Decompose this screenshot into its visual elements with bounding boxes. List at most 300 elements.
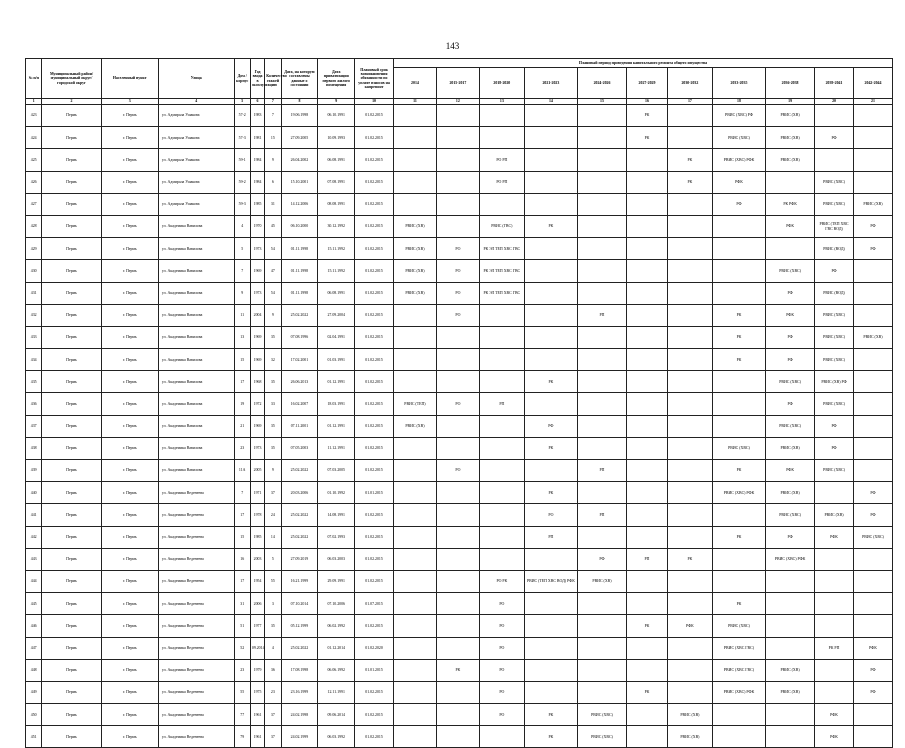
- duty-date-cell: 01.02.2015: [355, 504, 394, 526]
- period-cell: РВИС (ХВС) РФК: [712, 482, 765, 504]
- period-cell: [853, 371, 892, 393]
- period-cell: [524, 127, 577, 149]
- district-cell: Пермь: [42, 704, 101, 726]
- table-row: [26, 659, 893, 681]
- duty-date-cell: 01.02.2015: [355, 393, 394, 415]
- date-state-cell: 26.04.2002: [281, 149, 318, 171]
- period-cell: РВИС (ХВС) РФ: [712, 105, 765, 127]
- table-row: [26, 193, 893, 215]
- planned-period-group-header: Плановый период проведения капитального ремонта общего имущества: [393, 59, 892, 68]
- date-privatization-cell: 06.06.1992: [318, 659, 355, 681]
- district-cell: Пермь: [42, 304, 101, 326]
- period-cell: [436, 215, 479, 237]
- period-cell: [667, 482, 712, 504]
- period-cell: [577, 437, 626, 459]
- period-cell: [627, 282, 668, 304]
- year-built-cell: 1977: [250, 615, 264, 637]
- period-cell: [627, 504, 668, 526]
- floors-cell: 54: [265, 238, 281, 260]
- period-cell: [627, 437, 668, 459]
- period-cell: [712, 548, 765, 570]
- period-cell: [853, 260, 892, 282]
- period-cell: [393, 127, 436, 149]
- locality-cell: г. Пермь: [101, 437, 158, 459]
- house-cell: 51: [234, 615, 250, 637]
- period-cell: [436, 526, 479, 548]
- period-cell: РВИС (ХВС): [853, 526, 892, 548]
- district-cell: Пермь: [42, 149, 101, 171]
- date-state-cell: 25.02.2022: [281, 304, 318, 326]
- floors-cell: 4: [265, 637, 281, 659]
- period-cell: РО: [479, 593, 524, 615]
- period-cell: РФ: [853, 215, 892, 237]
- street-cell: ул. Академика Вавилова: [158, 393, 234, 415]
- period-cell: [393, 637, 436, 659]
- date-state-cell: 07.05.2003: [281, 437, 318, 459]
- house-cell: 17: [234, 504, 250, 526]
- duty-date-cell: 01.02.2015: [355, 704, 394, 726]
- period-cell: [436, 704, 479, 726]
- street-cell: ул. Адмирала Ушакова: [158, 127, 234, 149]
- column-number-cell: 6: [250, 99, 264, 105]
- date-state-cell: 07.08.1996: [281, 326, 318, 348]
- period-cell: [667, 371, 712, 393]
- period-cell: [393, 593, 436, 615]
- street-cell: ул. Адмирала Ушакова: [158, 171, 234, 193]
- street-cell: ул. Академика Веденеева: [158, 570, 234, 592]
- period-cell: РФК: [712, 171, 765, 193]
- date-privatization-cell: 01.12.1991: [318, 371, 355, 393]
- year-built-cell: 1973: [250, 282, 264, 304]
- period-cell: РО: [436, 460, 479, 482]
- period-cell: [766, 570, 815, 592]
- period-cell: [667, 526, 712, 548]
- period-cell: [524, 659, 577, 681]
- row-number-cell: 446: [26, 615, 42, 637]
- table-row: [26, 127, 893, 149]
- date-privatization-cell: 15.11.1992: [318, 260, 355, 282]
- period-header: 2021-2023: [524, 68, 577, 99]
- period-cell: РВИС (ХВ): [815, 504, 854, 526]
- period-cell: РФ: [766, 526, 815, 548]
- period-cell: [627, 460, 668, 482]
- date-state-cell: 05.12.1999: [281, 615, 318, 637]
- locality-cell: г. Пермь: [101, 548, 158, 570]
- period-cell: РК: [712, 460, 765, 482]
- column-number-cell: 1: [26, 99, 42, 105]
- period-cell: РО РП: [479, 171, 524, 193]
- locality-cell: г. Пермь: [101, 326, 158, 348]
- period-cell: [479, 105, 524, 127]
- year-built-cell: 1954: [250, 570, 264, 592]
- house-cell: 4: [234, 215, 250, 237]
- period-cell: [712, 238, 765, 260]
- district-cell: Пермь: [42, 593, 101, 615]
- period-cell: [577, 238, 626, 260]
- date-state-cell: 27.09.2019: [281, 548, 318, 570]
- house-cell: 59-3: [234, 193, 250, 215]
- period-cell: [436, 482, 479, 504]
- street-cell: ул. Академика Веденеева: [158, 482, 234, 504]
- period-cell: [577, 149, 626, 171]
- district-cell: Пермь: [42, 726, 101, 748]
- period-cell: [853, 437, 892, 459]
- period-cell: РФК: [766, 215, 815, 237]
- period-cell: [436, 681, 479, 703]
- date-privatization-cell: 01.10.1992: [318, 482, 355, 504]
- house-cell: 57-3: [234, 127, 250, 149]
- period-cell: РВИС (ХВ): [853, 193, 892, 215]
- table-body: [26, 105, 893, 748]
- period-cell: РО: [479, 615, 524, 637]
- date-state-cell: 01.11.1998: [281, 238, 318, 260]
- period-cell: [524, 637, 577, 659]
- row-number-cell: 439: [26, 460, 42, 482]
- row-number-cell: 451: [26, 726, 42, 748]
- period-cell: РВИС (ХВС): [815, 460, 854, 482]
- floors-cell: 35: [265, 437, 281, 459]
- year-built-cell: 1981: [250, 127, 264, 149]
- period-cell: РК: [712, 349, 765, 371]
- period-cell: [524, 393, 577, 415]
- year-built-cell: 1985: [250, 193, 264, 215]
- street-cell: ул. Академика Веденеева: [158, 681, 234, 703]
- table-row: [26, 526, 893, 548]
- period-cell: [815, 615, 854, 637]
- year-built-cell: 1969: [250, 415, 264, 437]
- house-cell: 9: [234, 282, 250, 304]
- duty-date-cell: 01.02.2015: [355, 615, 394, 637]
- locality-cell: г. Пермь: [101, 570, 158, 592]
- period-cell: РВИС (ХВС): [815, 171, 854, 193]
- locality-cell: г. Пермь: [101, 659, 158, 681]
- period-cell: РФК: [766, 460, 815, 482]
- period-cell: [393, 460, 436, 482]
- year-built-cell: 1978: [250, 504, 264, 526]
- period-cell: [436, 349, 479, 371]
- period-cell: РВИС (ХВС): [577, 726, 626, 748]
- date-state-cell: 24.02.1999: [281, 726, 318, 748]
- district-cell: Пермь: [42, 171, 101, 193]
- row-number-cell: 436: [26, 393, 42, 415]
- period-cell: [853, 460, 892, 482]
- period-cell: [667, 659, 712, 681]
- year-built-cell: 1979: [250, 659, 264, 681]
- house-cell: 13: [234, 326, 250, 348]
- period-cell: [479, 437, 524, 459]
- floors-cell: 32: [265, 349, 281, 371]
- period-cell: РВИС (ХВ): [853, 326, 892, 348]
- period-cell: [577, 371, 626, 393]
- period-cell: РФ: [853, 238, 892, 260]
- year-built-cell: 2006: [250, 593, 264, 615]
- period-cell: [667, 637, 712, 659]
- period-cell: РП: [577, 504, 626, 526]
- street-cell: ул. Адмирала Ушакова: [158, 105, 234, 127]
- row-number-cell: 429: [26, 238, 42, 260]
- floors-cell: 14: [265, 526, 281, 548]
- period-cell: [853, 615, 892, 637]
- row-number-cell: 426: [26, 171, 42, 193]
- house-cell: 15: [234, 526, 250, 548]
- locality-cell: г. Пермь: [101, 238, 158, 260]
- duty-date-cell: 01.01.2015: [355, 482, 394, 504]
- year-built-cell: 1983: [250, 105, 264, 127]
- period-cell: РВИС (ХВС): [766, 415, 815, 437]
- duty-date-cell: 01.02.2015: [355, 460, 394, 482]
- period-cell: [436, 105, 479, 127]
- row-number-cell: 450: [26, 704, 42, 726]
- duty-date-cell: 01.02.2015: [355, 726, 394, 748]
- period-cell: [393, 615, 436, 637]
- duty-date-cell: 01.02.2015: [355, 548, 394, 570]
- period-cell: [393, 704, 436, 726]
- period-cell: [853, 282, 892, 304]
- date-privatization-cell: 01.12.2014: [318, 637, 355, 659]
- period-cell: РФК: [667, 615, 712, 637]
- period-cell: РВИС (ТЕП ХВС ГВС ВОД): [815, 215, 854, 237]
- locality-cell: г. Пермь: [101, 282, 158, 304]
- street-cell: ул. Адмирала Ушакова: [158, 193, 234, 215]
- column-number-cell: 17: [667, 99, 712, 105]
- period-cell: РК ЭЛ ТЕП ХВС ГВС: [479, 260, 524, 282]
- period-cell: [436, 415, 479, 437]
- period-cell: [766, 726, 815, 748]
- street-cell: ул. Академика Веденеева: [158, 637, 234, 659]
- floors-cell: 35: [265, 415, 281, 437]
- period-cell: РФ: [853, 504, 892, 526]
- date-privatization-cell: 06.10.1991: [318, 105, 355, 127]
- period-cell: РК: [712, 593, 765, 615]
- date-privatization-cell: 18.03.1991: [318, 393, 355, 415]
- row-number-cell: 437: [26, 415, 42, 437]
- locality-cell: г. Пермь: [101, 193, 158, 215]
- period-cell: [815, 659, 854, 681]
- period-cell: [393, 326, 436, 348]
- date-privatization-cell: 08.08.1991: [318, 193, 355, 215]
- period-cell: [853, 149, 892, 171]
- period-cell: [766, 637, 815, 659]
- period-cell: РК: [712, 526, 765, 548]
- period-cell: [627, 215, 668, 237]
- duty-date-cell: 01.02.2020: [355, 637, 394, 659]
- table-row: [26, 460, 893, 482]
- period-cell: [667, 105, 712, 127]
- year-built-cell: 1975: [250, 681, 264, 703]
- floors-cell: 36: [265, 659, 281, 681]
- period-cell: [479, 304, 524, 326]
- period-cell: РВИС (ХВ): [766, 659, 815, 681]
- period-cell: РВИС (ХВС): [712, 615, 765, 637]
- period-cell: РВИС (ХВС): [766, 371, 815, 393]
- row-number-cell: 435: [26, 371, 42, 393]
- street-cell: ул. Академика Вавилова: [158, 215, 234, 237]
- locality-cell: г. Пермь: [101, 371, 158, 393]
- period-cell: [436, 371, 479, 393]
- period-cell: РВИС (ХВС): [712, 437, 765, 459]
- district-cell: Пермь: [42, 437, 101, 459]
- period-cell: [479, 326, 524, 348]
- period-cell: [712, 415, 765, 437]
- duty-date-cell: 01.02.2015: [355, 681, 394, 703]
- period-cell: РК: [667, 149, 712, 171]
- duty-date-cell: 01.02.2015: [355, 349, 394, 371]
- period-cell: [712, 393, 765, 415]
- period-cell: [524, 593, 577, 615]
- period-cell: РВИС (ХВС): [577, 704, 626, 726]
- street-cell: ул. Академика Веденеева: [158, 526, 234, 548]
- street-cell: ул. Академика Веденеева: [158, 659, 234, 681]
- street-cell: ул. Академика Веденеева: [158, 548, 234, 570]
- district-cell: Пермь: [42, 105, 101, 127]
- street-cell: ул. Академика Веденеева: [158, 726, 234, 748]
- period-cell: [667, 304, 712, 326]
- period-cell: [627, 171, 668, 193]
- street-cell: ул. Академика Вавилова: [158, 371, 234, 393]
- period-cell: РК ЭЛ ТЕП ХВС ГВС: [479, 238, 524, 260]
- period-cell: РВИС (ХВС): [815, 349, 854, 371]
- floors-cell: 24: [265, 504, 281, 526]
- house-cell: 52: [234, 637, 250, 659]
- date-state-cell: 17.02.2001: [281, 349, 318, 371]
- period-cell: [436, 326, 479, 348]
- date-state-cell: 24.02.1998: [281, 704, 318, 726]
- date-state-cell: 25.02.2022: [281, 637, 318, 659]
- period-cell: [815, 149, 854, 171]
- locality-cell: г. Пермь: [101, 726, 158, 748]
- date-privatization-cell: 27.09.2004: [318, 304, 355, 326]
- period-cell: РФК: [815, 704, 854, 726]
- period-header: 2024-2026: [577, 68, 626, 99]
- table-row: [26, 482, 893, 504]
- year-built-cell: 1985: [250, 526, 264, 548]
- period-cell: [667, 393, 712, 415]
- date-state-cell: 07.11.2001: [281, 415, 318, 437]
- period-cell: РВИС (ХВ): [766, 105, 815, 127]
- row-number-cell: 431: [26, 282, 42, 304]
- period-cell: РК: [524, 437, 577, 459]
- period-cell: [853, 726, 892, 748]
- period-cell: [577, 326, 626, 348]
- period-cell: РФ: [577, 548, 626, 570]
- locality-cell: г. Пермь: [101, 482, 158, 504]
- period-cell: РФ: [815, 415, 854, 437]
- period-cell: РК: [524, 482, 577, 504]
- floors-cell: 55: [265, 570, 281, 592]
- period-cell: [627, 570, 668, 592]
- period-cell: [766, 593, 815, 615]
- period-cell: [766, 615, 815, 637]
- street-cell: ул. Академика Вавилова: [158, 460, 234, 482]
- period-cell: [667, 681, 712, 703]
- col-house-header: Дом / корпус: [234, 59, 250, 99]
- repair-schedule-table: [25, 58, 893, 748]
- period-cell: РФ: [766, 326, 815, 348]
- col-duty-header: Плановый срок возникновения обязанности по уплате взносов на капремонт: [355, 59, 394, 99]
- period-cell: [627, 593, 668, 615]
- period-cell: РВИС (ХВС) РФК: [712, 149, 765, 171]
- locality-cell: г. Пермь: [101, 304, 158, 326]
- period-cell: РК: [436, 659, 479, 681]
- table-row: [26, 504, 893, 526]
- year-built-cell: 1984: [250, 149, 264, 171]
- period-cell: [577, 193, 626, 215]
- duty-date-cell: 01.02.2015: [355, 238, 394, 260]
- period-cell: [667, 282, 712, 304]
- street-cell: ул. Академика Вавилова: [158, 238, 234, 260]
- floors-cell: 35: [265, 326, 281, 348]
- date-state-cell: 23.16.1999: [281, 681, 318, 703]
- period-cell: РВИС (ХВС): [766, 504, 815, 526]
- date-privatization-cell: 01.03.1991: [318, 349, 355, 371]
- table-row: [26, 326, 893, 348]
- date-privatization-cell: 12.11.1991: [318, 681, 355, 703]
- period-cell: [577, 105, 626, 127]
- table-row: [26, 371, 893, 393]
- period-cell: [436, 726, 479, 748]
- period-cell: [667, 570, 712, 592]
- district-cell: Пермь: [42, 415, 101, 437]
- district-cell: Пермь: [42, 526, 101, 548]
- period-cell: [393, 371, 436, 393]
- date-privatization-cell: 14.08.1991: [318, 504, 355, 526]
- year-built-cell: 1961: [250, 726, 264, 748]
- district-cell: Пермь: [42, 193, 101, 215]
- row-number-cell: 444: [26, 570, 42, 592]
- column-number-cell: 2: [42, 99, 101, 105]
- row-number-cell: 432: [26, 304, 42, 326]
- district-cell: Пермь: [42, 260, 101, 282]
- floors-cell: 37: [265, 482, 281, 504]
- period-cell: РО: [479, 681, 524, 703]
- period-cell: РВИС (ХВ) РФ: [815, 371, 854, 393]
- period-cell: [436, 149, 479, 171]
- period-cell: РВИС (ХВ): [393, 215, 436, 237]
- period-cell: [712, 570, 765, 592]
- period-cell: РВИС (ХВ): [393, 282, 436, 304]
- table-row: [26, 726, 893, 748]
- date-state-cell: 27.09.2005: [281, 127, 318, 149]
- locality-cell: г. Пермь: [101, 681, 158, 703]
- floors-cell: 47: [265, 260, 281, 282]
- date-privatization-cell: 07.10.2006: [318, 593, 355, 615]
- date-state-cell: 17.08.1998: [281, 659, 318, 681]
- period-cell: РК: [627, 127, 668, 149]
- year-built-cell: 1969: [250, 260, 264, 282]
- table-row: [26, 238, 893, 260]
- period-cell: РК РФК: [766, 193, 815, 215]
- period-cell: [577, 415, 626, 437]
- column-number-cell: 3: [101, 99, 158, 105]
- district-cell: Пермь: [42, 460, 101, 482]
- period-cell: [524, 238, 577, 260]
- street-cell: ул. Академика Вавилова: [158, 415, 234, 437]
- period-cell: [436, 615, 479, 637]
- house-cell: 21: [234, 415, 250, 437]
- date-privatization-cell: 06.08.1991: [318, 149, 355, 171]
- table-row: [26, 282, 893, 304]
- period-cell: [667, 215, 712, 237]
- duty-date-cell: 01.02.2015: [355, 127, 394, 149]
- period-cell: РВИС (ХВС ГВС): [712, 659, 765, 681]
- date-privatization-cell: 09.06.2014: [318, 704, 355, 726]
- period-cell: РВИС (ХВ): [667, 726, 712, 748]
- period-cell: РК: [667, 171, 712, 193]
- period-cell: [524, 260, 577, 282]
- period-cell: [524, 149, 577, 171]
- table-row: [26, 215, 893, 237]
- street-cell: ул. Академика Вавилова: [158, 260, 234, 282]
